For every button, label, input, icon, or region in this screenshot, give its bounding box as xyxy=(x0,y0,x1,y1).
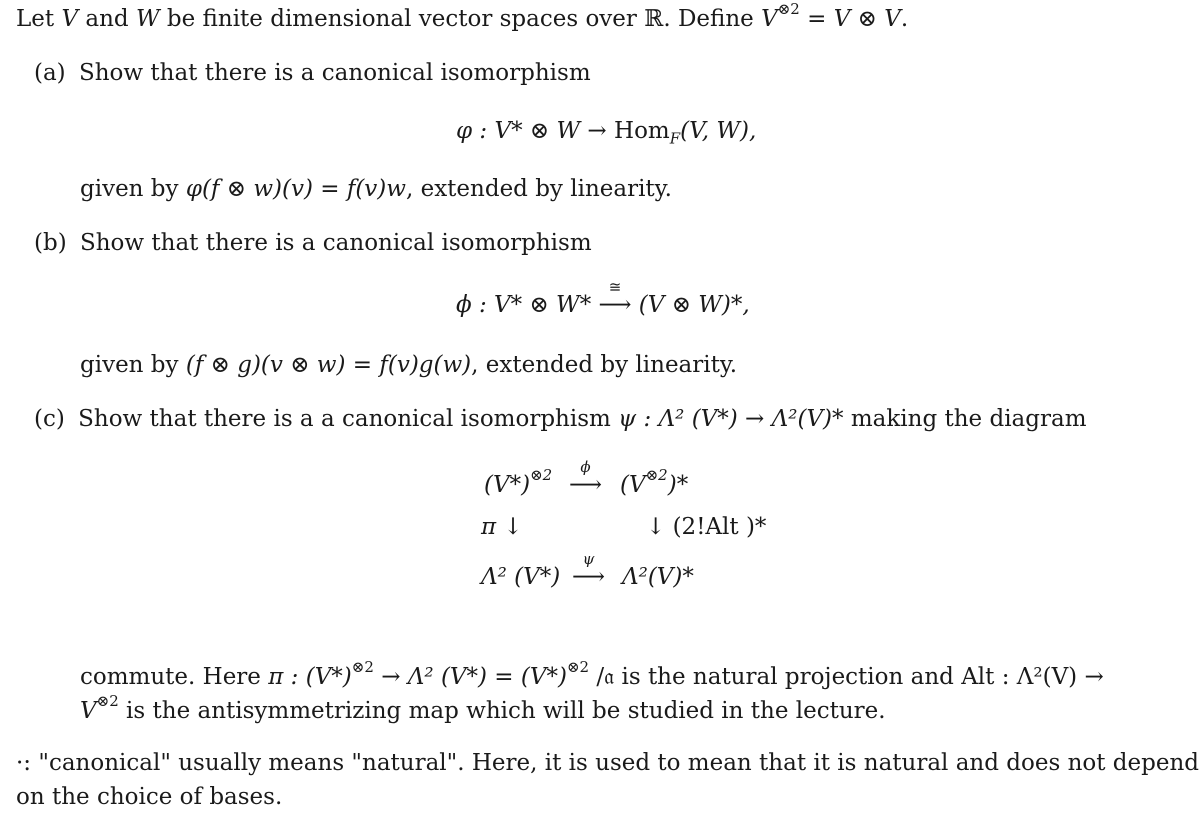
part-a-map-domain: : V* ⊗ W → xyxy=(472,118,615,144)
part-a-text: Show that there is a canonical isomorphism xyxy=(78,60,591,86)
footnote-text-1: "canonical" usually means "natural". Here, it is used to mean that it is natural and does not depend xyxy=(31,750,1199,776)
part-a-statement xyxy=(34,62,591,85)
commute-v: V xyxy=(80,698,97,724)
intro-and: and xyxy=(78,6,136,32)
intro-formula-sup: ⊗2 xyxy=(777,0,800,19)
intro-prefix: Let xyxy=(16,6,62,32)
footnote-text-2: on the choice of bases. xyxy=(16,784,283,810)
commute-pi: π : (V*) xyxy=(268,664,352,690)
part-a-given-suffix: , extended by linearity. xyxy=(405,176,672,202)
commute-text-a: commute. Here xyxy=(80,664,269,690)
intro-field: ℝ xyxy=(644,6,664,32)
commute-line-2 xyxy=(80,692,886,724)
footnote-line-1 xyxy=(16,752,1199,775)
diagram-bottom-arrow-glyph: ⟶ xyxy=(572,564,605,590)
intro-formula-rhs: = V ⊗ V xyxy=(799,6,901,32)
commute-line-1 xyxy=(80,658,1104,690)
footnote-line-2 xyxy=(16,786,282,809)
part-a-map-hom-sub: F xyxy=(669,129,681,148)
diagram-bottom-arrow xyxy=(572,550,605,590)
part-a-map xyxy=(456,118,757,148)
commute-ideal: 𝔞 xyxy=(604,664,615,690)
diagram-right-down: ↓ (2!Alt )* xyxy=(646,514,767,540)
part-a-given xyxy=(80,178,672,201)
diagram-bottom-right: Λ²(V)* xyxy=(622,564,694,590)
diagram-top-arrow xyxy=(569,458,602,498)
intro-define: . Define xyxy=(663,6,762,32)
part-b-map-arrow-label: ≅ xyxy=(608,278,622,296)
part-b-given-prefix: given by xyxy=(80,352,186,378)
diagram-top-left xyxy=(484,466,553,498)
part-a-given-prefix: given by xyxy=(80,176,186,202)
part-b-statement xyxy=(34,232,592,255)
diagram-top-left-sup: ⊗2 xyxy=(530,466,553,485)
part-a-given-formula: φ(f ⊗ w)(v) = f(v)w xyxy=(185,176,406,202)
part-c-label: (c) xyxy=(34,406,65,432)
part-b-map-domain: : V* ⊗ W* xyxy=(471,292,599,318)
diagram-top-right xyxy=(620,466,689,498)
diagram-top-left-text: (V*) xyxy=(484,472,531,498)
commute-slash: / xyxy=(589,664,605,690)
intro-v: V xyxy=(61,6,79,32)
part-a-map-hom: Hom xyxy=(614,118,670,144)
commute-v-sup: ⊗2 xyxy=(96,692,119,711)
commute-text-b2: is the antisymmetrizing map which will be studied in the lecture. xyxy=(118,698,886,724)
footnote-marker: ·: xyxy=(16,750,32,776)
part-c-prefix: Show that there is a a canonical isomorphism xyxy=(78,406,619,432)
diagram-left-down: π ↓ xyxy=(481,514,523,540)
commute-sup-1: ⊗2 xyxy=(351,658,374,677)
diagram-top-right-sup: ⊗2 xyxy=(645,466,668,485)
part-c-statement xyxy=(34,408,1087,431)
part-b-map-name: ϕ xyxy=(456,292,472,318)
diagram-bottom-left: Λ² (V*) xyxy=(481,564,561,590)
part-b-given-formula: (f ⊗ g)(v ⊗ w) = f(v)g(w) xyxy=(185,352,472,378)
part-c-suffix: making the diagram xyxy=(843,406,1087,432)
part-a-label: (a) xyxy=(34,60,66,86)
diagram-top-arrow-label: ϕ xyxy=(580,458,591,476)
intro-end: . xyxy=(900,6,909,32)
commute-text-c: → Λ² (V*) = (V*) xyxy=(373,664,567,690)
commute-sup-2: ⊗2 xyxy=(566,658,590,677)
diagram-top-arrow-glyph: ⟶ xyxy=(569,472,602,498)
part-b-map-arrow xyxy=(598,278,632,318)
intro-formula-lhs: V xyxy=(761,6,778,32)
part-a-map-codomain: (V, W), xyxy=(680,118,757,144)
diagram-top-right-text: (V xyxy=(620,472,646,498)
part-b-given xyxy=(80,354,737,377)
part-a-map-name: φ xyxy=(456,118,473,144)
part-b-map-arrow-glyph: ⟶ xyxy=(598,292,632,318)
part-b-given-suffix: , extended by linearity. xyxy=(471,352,738,378)
part-b-label: (b) xyxy=(34,230,67,256)
intro-w: W xyxy=(135,6,160,32)
diagram-top-right-end: )* xyxy=(667,472,689,498)
diagram-bottom-arrow-label: ψ xyxy=(582,550,595,568)
intro-line xyxy=(16,0,909,32)
part-b-map xyxy=(456,278,750,318)
part-b-map-codomain: (V ⊗ W)*, xyxy=(631,292,750,318)
part-b-text: Show that there is a canonical isomorphism xyxy=(79,230,592,256)
commute-text-e: is the natural projection and Alt : Λ²(V) → xyxy=(614,664,1104,690)
intro-middle: be finite dimensional vector spaces over xyxy=(159,6,645,32)
part-c-map: ψ : Λ² (V*) → Λ²(V)* xyxy=(618,406,844,432)
